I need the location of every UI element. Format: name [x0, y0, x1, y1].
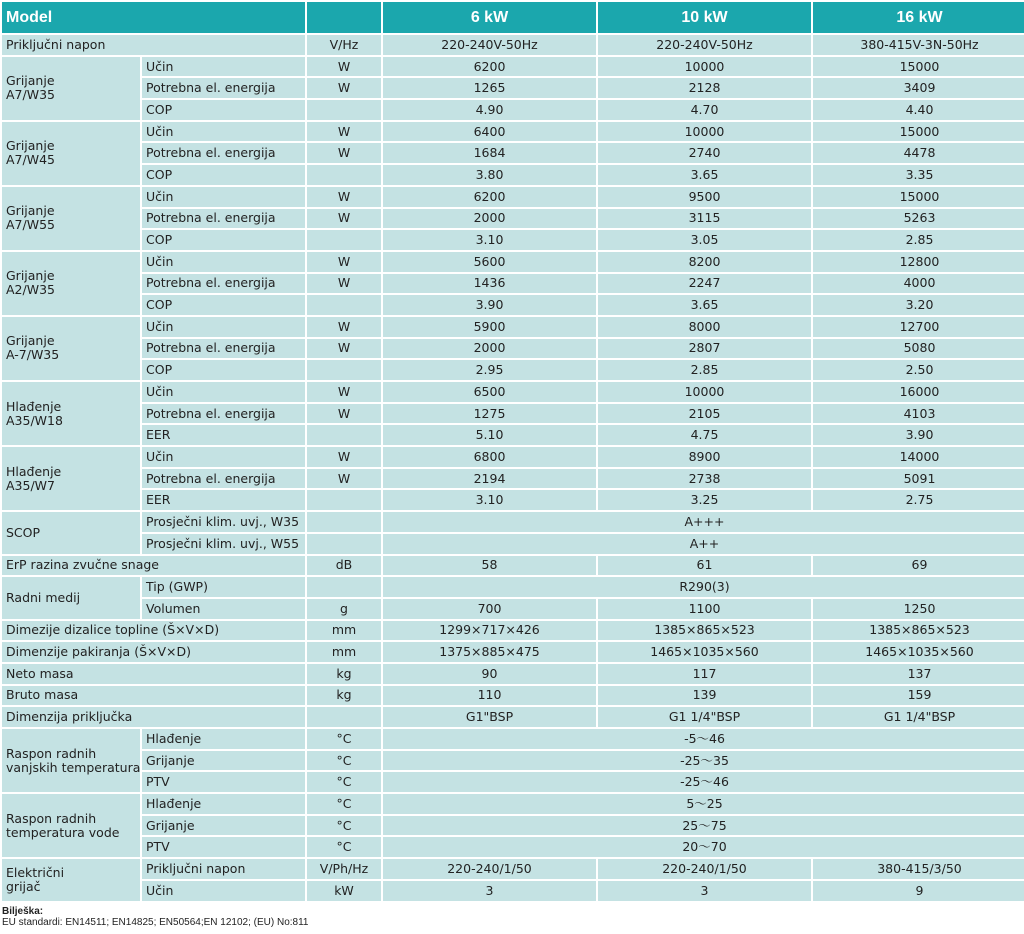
value-cell: 3.90 — [813, 425, 1024, 445]
value-cell-all: A+++ — [383, 512, 1024, 532]
value-cell: 2.85 — [598, 360, 811, 380]
spec-row — [2, 165, 1024, 185]
sub-label: Učin — [142, 881, 305, 901]
value-cell: 4000 — [813, 274, 1024, 294]
unit-cell: V/Ph/Hz — [307, 859, 381, 879]
group-label-line: A-7/W35 — [6, 347, 60, 363]
value-cell: 6500 — [383, 382, 596, 402]
value-cell: 117 — [598, 664, 811, 684]
group-label-line: A7/W35 — [6, 87, 55, 103]
sub-label: Učin — [142, 122, 305, 142]
sub-label: COP — [142, 100, 305, 120]
value-cell: 3.80 — [383, 165, 596, 185]
value-cell: 14000 — [813, 447, 1024, 467]
row-label: Neto masa — [2, 664, 305, 684]
sub-label: Učin — [142, 187, 305, 207]
unit-cell — [307, 425, 381, 445]
value-cell: 6200 — [383, 57, 596, 77]
sub-label: Priključni napon — [142, 859, 305, 879]
unit-cell — [307, 490, 381, 510]
group-label-line: Grijanje — [6, 138, 55, 154]
value-cell: 16000 — [813, 382, 1024, 402]
value-cell: 1275 — [383, 404, 596, 424]
value-cell: 9500 — [598, 187, 811, 207]
value-cell: 1436 — [383, 274, 596, 294]
group-label-line: vanjskih temperatura — [6, 759, 140, 775]
spec-row — [2, 100, 1024, 120]
value-cell: 700 — [383, 599, 596, 619]
unit-cell — [307, 295, 381, 315]
spec-row — [2, 729, 1024, 749]
value-cell: 2128 — [598, 78, 811, 98]
sub-label: Potrebna el. energija — [142, 143, 305, 163]
header-6kw: 6 kW — [383, 2, 596, 33]
sub-label: PTV — [142, 837, 305, 857]
spec-row — [2, 230, 1024, 250]
value-cell: 1385×865×523 — [598, 621, 811, 641]
spec-row — [2, 577, 1024, 597]
value-cell: 3.65 — [598, 295, 811, 315]
unit-cell — [307, 230, 381, 250]
sub-label: EER — [142, 490, 305, 510]
value-cell: 1100 — [598, 599, 811, 619]
value-cell: 3115 — [598, 209, 811, 229]
value-cell: 5080 — [813, 339, 1024, 359]
unit-cell: W — [307, 274, 381, 294]
group-label — [2, 447, 140, 510]
group-label-line: Radni medij — [6, 589, 81, 605]
group-label-line: SCOP — [6, 524, 41, 540]
sub-label: Učin — [142, 317, 305, 337]
value-cell: 2105 — [598, 404, 811, 424]
value-cell: 3.10 — [383, 230, 596, 250]
value-cell: 1465×1035×560 — [813, 642, 1024, 662]
unit-cell: W — [307, 143, 381, 163]
unit-cell: W — [307, 187, 381, 207]
unit-cell — [307, 360, 381, 380]
value-cell: 4478 — [813, 143, 1024, 163]
unit-cell: °C — [307, 794, 381, 814]
spec-row — [2, 187, 1024, 207]
unit-cell: °C — [307, 772, 381, 792]
value-cell: 10000 — [598, 382, 811, 402]
value-cell-all: -25～35 — [383, 751, 1024, 771]
unit-cell — [307, 165, 381, 185]
unit-cell — [307, 512, 381, 532]
group-label — [2, 729, 140, 792]
value-cell: 220-240V-50Hz — [598, 35, 811, 55]
spec-row — [2, 425, 1024, 445]
value-cell: 2.95 — [383, 360, 596, 380]
group-label-line: Raspon radnih — [6, 810, 97, 826]
spec-row — [2, 209, 1024, 229]
sub-label: Učin — [142, 447, 305, 467]
header-unit — [307, 2, 381, 33]
unit-cell — [307, 707, 381, 727]
value-cell: 139 — [598, 686, 811, 706]
value-cell: 6200 — [383, 187, 596, 207]
group-label — [2, 187, 140, 250]
value-cell: 137 — [813, 664, 1024, 684]
value-cell: 3.65 — [598, 165, 811, 185]
value-cell: 4.75 — [598, 425, 811, 445]
unit-cell: W — [307, 469, 381, 489]
value-cell: 2194 — [383, 469, 596, 489]
footnote-text: EU standardi: EN14511; EN14825; EN50564;EN 12102; (EU) No:811 — [2, 917, 309, 928]
spec-row — [2, 35, 1024, 55]
sub-label: Grijanje — [142, 816, 305, 836]
unit-cell: W — [307, 317, 381, 337]
value-cell: 2000 — [383, 339, 596, 359]
spec-row — [2, 339, 1024, 359]
unit-cell — [307, 534, 381, 554]
spec-row — [2, 707, 1024, 727]
value-cell: 15000 — [813, 57, 1024, 77]
value-cell: 1265 — [383, 78, 596, 98]
unit-cell: °C — [307, 751, 381, 771]
unit-cell: W — [307, 122, 381, 142]
value-cell: 6800 — [383, 447, 596, 467]
sub-label: COP — [142, 230, 305, 250]
spec-row — [2, 317, 1024, 337]
group-label-line: Grijanje — [6, 333, 55, 349]
group-label-line: Raspon radnih — [6, 745, 97, 761]
unit-cell: W — [307, 382, 381, 402]
group-label-line: grijač — [6, 878, 41, 894]
value-cell: 15000 — [813, 187, 1024, 207]
value-cell: 15000 — [813, 122, 1024, 142]
sub-label: COP — [142, 360, 305, 380]
group-label-line: A35/W7 — [6, 477, 55, 493]
spec-row — [2, 490, 1024, 510]
value-cell: 1465×1035×560 — [598, 642, 811, 662]
unit-cell: V/Hz — [307, 35, 381, 55]
spec-row — [2, 664, 1024, 684]
unit-cell: kg — [307, 664, 381, 684]
row-label: Bruto masa — [2, 686, 305, 706]
value-cell: 3.90 — [383, 295, 596, 315]
spec-row — [2, 751, 1024, 771]
group-label — [2, 859, 140, 900]
spec-row — [2, 404, 1024, 424]
value-cell-all: 20～70 — [383, 837, 1024, 857]
group-label — [2, 382, 140, 445]
spec-row — [2, 122, 1024, 142]
spec-row — [2, 794, 1024, 814]
value-cell: 10000 — [598, 122, 811, 142]
group-label-line: temperatura vode — [6, 824, 120, 840]
group-label-line: Grijanje — [6, 73, 55, 89]
unit-cell — [307, 100, 381, 120]
spec-row — [2, 859, 1024, 879]
value-cell: 8000 — [598, 317, 811, 337]
footnote — [2, 906, 308, 928]
spec-row — [2, 881, 1024, 901]
row-label: Dimezije dizalice topline (Š×V×D) — [2, 621, 305, 641]
unit-cell — [307, 577, 381, 597]
value-cell: 8900 — [598, 447, 811, 467]
spec-row — [2, 447, 1024, 467]
value-cell: 3.35 — [813, 165, 1024, 185]
group-label-line: A35/W18 — [6, 412, 63, 428]
value-cell: 1299×717×426 — [383, 621, 596, 641]
value-cell: 4103 — [813, 404, 1024, 424]
group-label — [2, 577, 140, 618]
group-label — [2, 252, 140, 315]
value-cell-all: R290(3) — [383, 577, 1024, 597]
sub-label: COP — [142, 165, 305, 185]
sub-label: Volumen — [142, 599, 305, 619]
value-cell: 12700 — [813, 317, 1024, 337]
sub-label: Učin — [142, 252, 305, 272]
value-cell: 159 — [813, 686, 1024, 706]
sub-label: COP — [142, 295, 305, 315]
group-label-line: A2/W35 — [6, 282, 55, 298]
value-cell-all: -5～46 — [383, 729, 1024, 749]
spec-row — [2, 772, 1024, 792]
group-label-line: A7/W55 — [6, 217, 55, 233]
unit-cell: °C — [307, 816, 381, 836]
spec-row — [2, 837, 1024, 857]
value-cell: G1"BSP — [383, 707, 596, 727]
sub-label: Hlađenje — [142, 729, 305, 749]
unit-cell: W — [307, 252, 381, 272]
group-label — [2, 794, 140, 857]
unit-cell: W — [307, 57, 381, 77]
value-cell: 3.05 — [598, 230, 811, 250]
spec-row — [2, 78, 1024, 98]
header-10kw: 10 kW — [598, 2, 811, 33]
spec-row — [2, 469, 1024, 489]
value-cell: 3409 — [813, 78, 1024, 98]
value-cell: 5263 — [813, 209, 1024, 229]
header-model: Model — [2, 2, 305, 33]
sub-label: Prosječni klim. uvj., W55 — [142, 534, 305, 554]
value-cell: 220-240V-50Hz — [383, 35, 596, 55]
value-cell: 5600 — [383, 252, 596, 272]
value-cell: 1250 — [813, 599, 1024, 619]
spec-row — [2, 816, 1024, 836]
sub-label: Potrebna el. energija — [142, 209, 305, 229]
value-cell: 6400 — [383, 122, 596, 142]
unit-cell: W — [307, 447, 381, 467]
spec-row — [2, 534, 1024, 554]
sub-label: Potrebna el. energija — [142, 274, 305, 294]
value-cell: 220-240/1/50 — [598, 859, 811, 879]
sub-label: Potrebna el. energija — [142, 404, 305, 424]
sub-label: Učin — [142, 57, 305, 77]
value-cell: 5091 — [813, 469, 1024, 489]
value-cell: 2740 — [598, 143, 811, 163]
header-row — [2, 2, 1024, 33]
footnote-title: Bilješka: — [2, 906, 44, 917]
value-cell: 2807 — [598, 339, 811, 359]
value-cell: 2.75 — [813, 490, 1024, 510]
sub-label: Hlađenje — [142, 794, 305, 814]
value-cell: G1 1/4"BSP — [598, 707, 811, 727]
value-cell: 1375×885×475 — [383, 642, 596, 662]
value-cell: 8200 — [598, 252, 811, 272]
spec-row — [2, 252, 1024, 272]
sub-label: Grijanje — [142, 751, 305, 771]
row-label: ErP razina zvučne snage — [2, 556, 305, 576]
value-cell: 10000 — [598, 57, 811, 77]
value-cell: 2.85 — [813, 230, 1024, 250]
unit-cell: W — [307, 209, 381, 229]
value-cell: 4.90 — [383, 100, 596, 120]
spec-row — [2, 382, 1024, 402]
group-label — [2, 57, 140, 120]
value-cell: 1385×865×523 — [813, 621, 1024, 641]
group-label — [2, 317, 140, 380]
group-label-line: Grijanje — [6, 268, 55, 284]
spec-row — [2, 295, 1024, 315]
row-label: Dimenzija priključka — [2, 707, 305, 727]
sub-label: Prosječni klim. uvj., W35 — [142, 512, 305, 532]
value-cell: 69 — [813, 556, 1024, 576]
value-cell: 3 — [598, 881, 811, 901]
unit-cell: mm — [307, 621, 381, 641]
value-cell: 4.40 — [813, 100, 1024, 120]
value-cell-all: A++ — [383, 534, 1024, 554]
value-cell: 12800 — [813, 252, 1024, 272]
group-label — [2, 122, 140, 185]
unit-cell: W — [307, 78, 381, 98]
header-16kw: 16 kW — [813, 2, 1024, 33]
unit-cell: mm — [307, 642, 381, 662]
value-cell: 3.25 — [598, 490, 811, 510]
sub-label: EER — [142, 425, 305, 445]
row-label: Dimenzije pakiranja (Š×V×D) — [2, 642, 305, 662]
value-cell: 110 — [383, 686, 596, 706]
value-cell: 2.50 — [813, 360, 1024, 380]
value-cell: 3 — [383, 881, 596, 901]
spec-body — [2, 35, 1024, 901]
unit-cell: W — [307, 339, 381, 359]
spec-row — [2, 143, 1024, 163]
sub-label: Potrebna el. energija — [142, 78, 305, 98]
value-cell: 5.10 — [383, 425, 596, 445]
value-cell: 9 — [813, 881, 1024, 901]
unit-cell: kg — [307, 686, 381, 706]
spec-row — [2, 556, 1024, 576]
unit-cell: dB — [307, 556, 381, 576]
value-cell-all: 5～25 — [383, 794, 1024, 814]
unit-cell: °C — [307, 729, 381, 749]
value-cell: 380-415V-3N-50Hz — [813, 35, 1024, 55]
sub-label: Potrebna el. energija — [142, 469, 305, 489]
sub-label: Potrebna el. energija — [142, 339, 305, 359]
row-label: Priključni napon — [2, 35, 305, 55]
value-cell: 380-415/3/50 — [813, 859, 1024, 879]
unit-cell: °C — [307, 837, 381, 857]
spec-row — [2, 57, 1024, 77]
spec-row — [2, 360, 1024, 380]
unit-cell: g — [307, 599, 381, 619]
group-label-line: A7/W45 — [6, 152, 55, 168]
spec-row — [2, 621, 1024, 641]
sub-label: Tip (GWP) — [142, 577, 305, 597]
value-cell: 2738 — [598, 469, 811, 489]
group-label-line: Hlađenje — [6, 398, 62, 414]
value-cell-all: 25～75 — [383, 816, 1024, 836]
value-cell-all: -25～46 — [383, 772, 1024, 792]
value-cell: 61 — [598, 556, 811, 576]
sub-label: Učin — [142, 382, 305, 402]
value-cell: 2000 — [383, 209, 596, 229]
unit-cell: kW — [307, 881, 381, 901]
value-cell: 3.10 — [383, 490, 596, 510]
unit-cell: W — [307, 404, 381, 424]
value-cell: 90 — [383, 664, 596, 684]
spec-row — [2, 642, 1024, 662]
group-label-line: Električni — [6, 864, 65, 880]
spec-row — [2, 686, 1024, 706]
spec-row — [2, 512, 1024, 532]
value-cell: 58 — [383, 556, 596, 576]
value-cell: 4.70 — [598, 100, 811, 120]
value-cell: 1684 — [383, 143, 596, 163]
spec-row — [2, 274, 1024, 294]
value-cell: 5900 — [383, 317, 596, 337]
spec-row — [2, 599, 1024, 619]
sub-label: PTV — [142, 772, 305, 792]
value-cell: 220-240/1/50 — [383, 859, 596, 879]
group-label-line: Hlađenje — [6, 463, 62, 479]
value-cell: 2247 — [598, 274, 811, 294]
group-label — [2, 512, 140, 553]
value-cell: G1 1/4"BSP — [813, 707, 1024, 727]
value-cell: 3.20 — [813, 295, 1024, 315]
group-label-line: Grijanje — [6, 203, 55, 219]
